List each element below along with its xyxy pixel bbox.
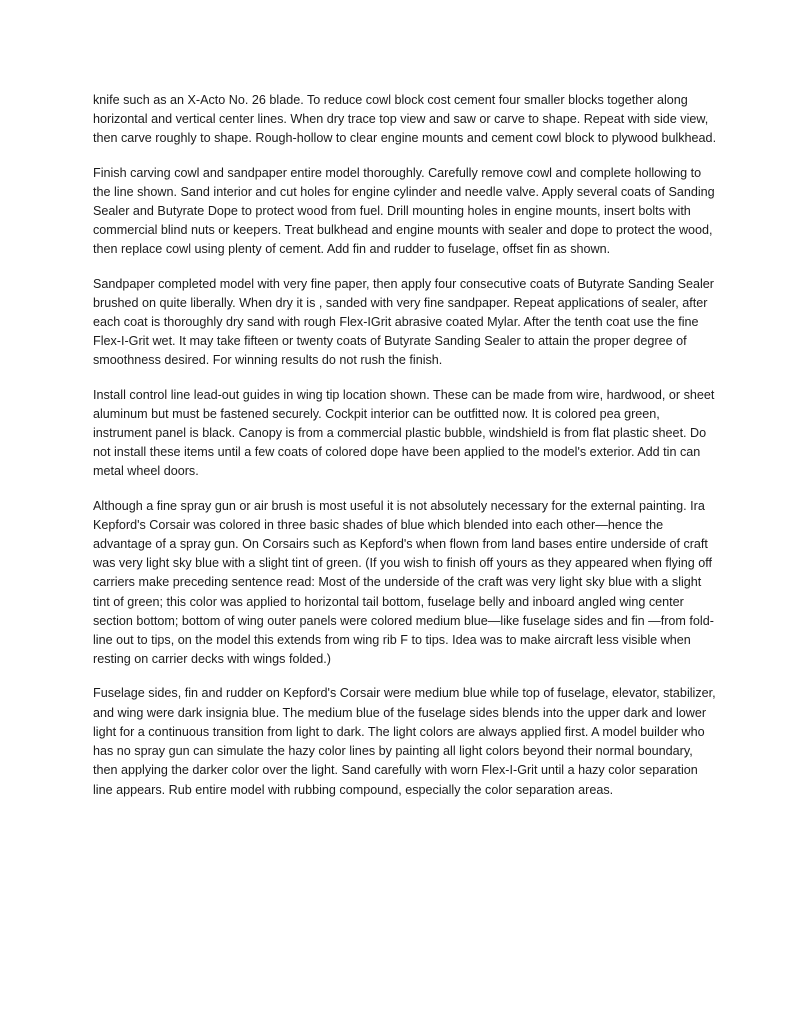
paragraph-cowl-carving: knife such as an X-Acto No. 26 blade. To reduce cowl block cost cement four smaller blocks together along horizontal and vertical center lines. When dry trace top view and saw or carve to shape. Repeat with side view, then carve roughly to shape. Rough-hollow to clear engine mounts and cement cowl block to plywood bulkhead. bbox=[93, 93, 717, 146]
paragraph-external-painting: Although a fine spray gun or air brush is most useful it is not absolutely necessary for the external painting. Ira Kepford's Corsair was colored in three basic shades of blue which blended into each other—hence the advantage of a spray gun. On Corsairs such as Kepford's when flown from land bases entire underside of craft was very light sky blue with a slight tint of green. (If you wish to finish off yours as they appeared when flying off carriers make preceding sentence read: Most of the underside of the craft was very light sky blue with a slight tint of green; this color was applied to horizontal tail bottom, fuselage belly and inboard angled wing center section bottom; bottom of wing outer panels were colored medium blue—like fuselage sides and fin —from fold-line out to tips, on the model this extends from wing rib F to tips. Idea was to make aircraft less visible when resting on carrier decks with wings folded.) bbox=[93, 498, 714, 667]
paragraph-control-lines-cockpit: Install control line lead-out guides in wing tip location shown. These can be made from wire, hardwood, or sheet aluminum but must be fastened securely. Cockpit interior can be outfitted now. It is colored pea green, instrument panel is black. Canopy is from a commercial plastic bubble, windshield is from flat plastic sheet. Do not install these items until a few coats of colored dope have been applied to the model's exterior. Add tin can metal wheel doors. bbox=[93, 387, 715, 479]
document-page bbox=[93, 91, 717, 815]
paragraph-sanding-sealer: Sandpaper completed model with very fine paper, then apply four consecutive coats of Butyrate Sanding Sealer brushed on quite liberally. When dry it is , sanded with very fine sandpaper. Repeat applications of sealer, after each coat is thoroughly dry sand with rough Flex-IGrit abrasive coated Mylar. After the tenth coat use the fine Flex-I-Grit wet. It may take fifteen or twenty coats of Butyrate Sanding Sealer to attain the proper degree of smoothness desired. For winning results do not rush the finish. bbox=[93, 276, 714, 368]
paragraph-cowl-finishing: Finish carving cowl and sandpaper entire model thoroughly. Carefully remove cowl and complete hollowing to the line shown. Sand interior and cut holes for engine cylinder and needle valve. Apply several coats of Sanding Sealer and Butyrate Dope to protect wood from fuel. Drill mounting holes in engine mounts, insert bolts with commercial blind nuts or keepers. Treat bulkhead and engine mounts with sealer and dope to protect the wood, then replace cowl using plenty of cement. Add fin and rudder to fuselage, offset fin as shown. bbox=[93, 165, 715, 257]
paragraph-color-scheme: Fuselage sides, fin and rudder on Kepford's Corsair were medium blue while top of fuselage, elevator, stabilizer, and wing were dark insignia blue. The medium blue of the fuselage sides blends into the upper dark and lower light for a continuous transition from light to dark. The light colors are always applied first. A model builder who has no spray gun can simulate the hazy color lines by painting all light colors beyond their normal boundary, then applying the darker color over the light. Sand carefully with worn Flex-I-Grit until a hazy color separation line appears. Rub entire model with rubbing compound, especially the color separation areas. bbox=[93, 686, 716, 797]
